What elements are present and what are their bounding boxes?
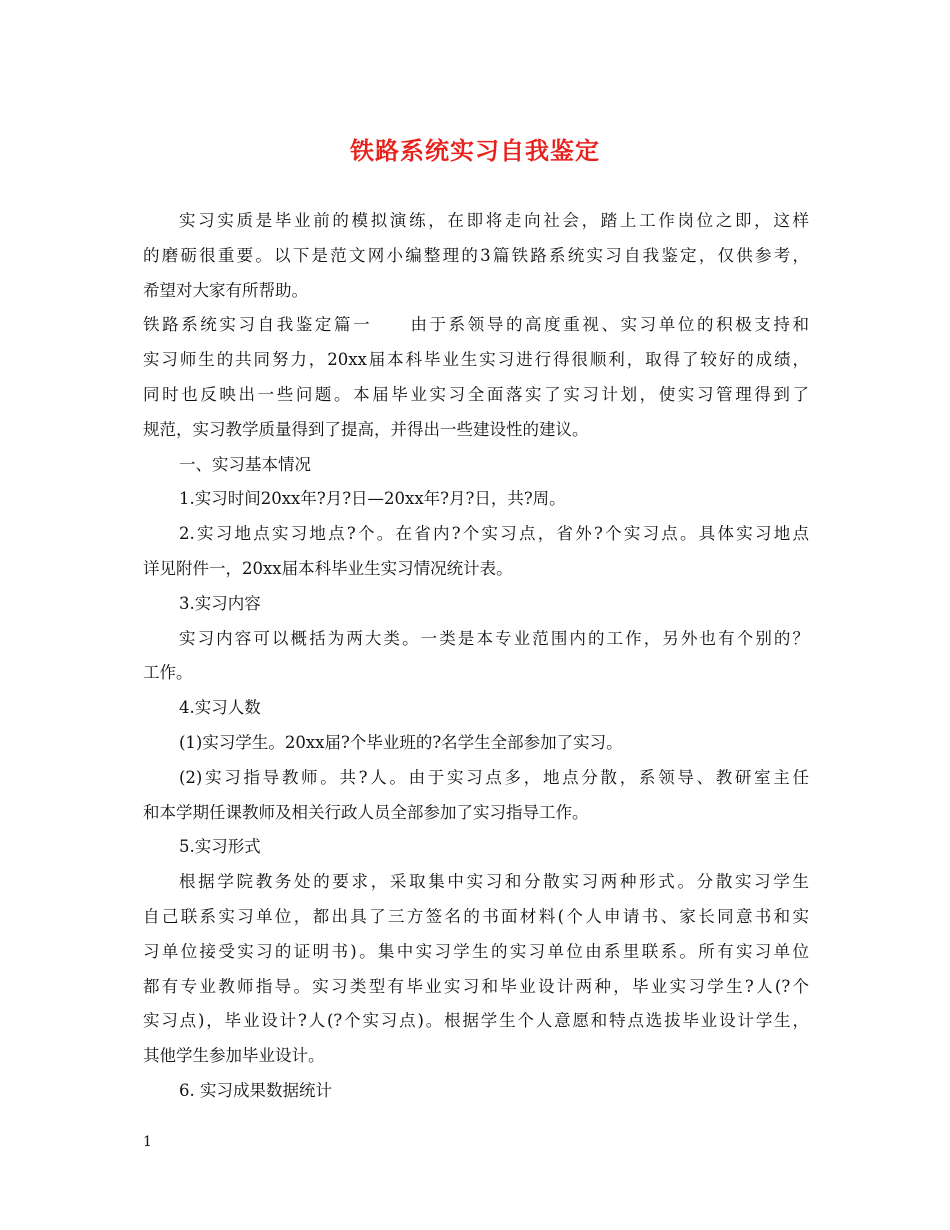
page-number: 1 (143, 1134, 152, 1150)
body-line: 的磨砺很重要。以下是范文网小编整理的3篇铁路系统实习自我鉴定，仅供参考， (143, 245, 809, 265)
body-line: 根据学院教务处的要求，采取集中实习和分散实习两种形式。分散实习学生 (179, 872, 809, 892)
subsection-heading: 6. 实习成果数据统计 (179, 1080, 332, 1100)
body-line: 习单位接受实习的证明书)。集中实习学生的实习单位由系里联系。所有实习单位 (143, 941, 809, 961)
subsection-heading: 3.实习内容 (179, 593, 261, 613)
body-line: 详见附件一，20xx届本科毕业生实习情况统计表。 (143, 558, 513, 578)
body-line: 1.实习时间20xx年?月?日—20xx年?月?日，共?周。 (179, 489, 566, 509)
body-line: 自己联系实习单位，都出具了三方签名的书面材料(个人申请书、家长同意书和实 (143, 906, 809, 926)
document-title: 铁路系统实习自我鉴定 (350, 136, 600, 165)
section-heading: 一、实习基本情况 (179, 454, 311, 474)
body-line: 其他学生参加毕业设计。 (143, 1046, 325, 1066)
body-line: 规范，实习教学质量得到了提高，并得出一些建设性的建议。 (143, 419, 589, 439)
subsection-heading: 4.实习人数 (179, 698, 261, 718)
body-line: 工作。 (143, 663, 193, 683)
subsection-heading: 5.实习形式 (179, 837, 261, 857)
body-line: (2)实习指导教师。共?人。由于实习点多，地点分散，系领导、教研室主任 (179, 767, 809, 787)
body-line: 铁路系统实习自我鉴定篇一 由于系领导的高度重视、实习单位的积极支持和 (143, 315, 809, 335)
body-line: 实习实质是毕业前的模拟演练，在即将走向社会，踏上工作岗位之即，这样 (179, 211, 809, 230)
body-line: 希望对大家有所帮助。 (143, 280, 308, 300)
document-body (143, 204, 809, 1109)
body-line: 实习点)，毕业设计?人(?个实习点)。根据学生个人意愿和特点选拔毕业设计学生， (143, 1011, 809, 1031)
body-line: 和本学期任课教师及相关行政人员全部参加了实习指导工作。 (143, 802, 589, 822)
body-line: 同时也反映出一些问题。本届毕业实习全面落实了实习计划，使实习管理得到了 (143, 384, 809, 404)
body-line: 都有专业教师指导。实习类型有毕业实习和毕业设计两种，毕业实习学生?人(?个 (143, 976, 809, 996)
body-line: 2.实习地点实习地点?个。在省内?个实习点，省外?个实习点。具体实习地点 (179, 524, 809, 544)
body-line: 实习内容可以概括为两大类。一类是本专业范围内的工作，另外也有个别的？ (179, 628, 809, 648)
body-line: (1)实习学生。20xx届?个毕业班的?名学生全部参加了实习。 (179, 732, 623, 752)
body-line: 实习师生的共同努力，20xx届本科毕业生实习进行得很顺利，取得了较好的成绩， (143, 350, 809, 370)
